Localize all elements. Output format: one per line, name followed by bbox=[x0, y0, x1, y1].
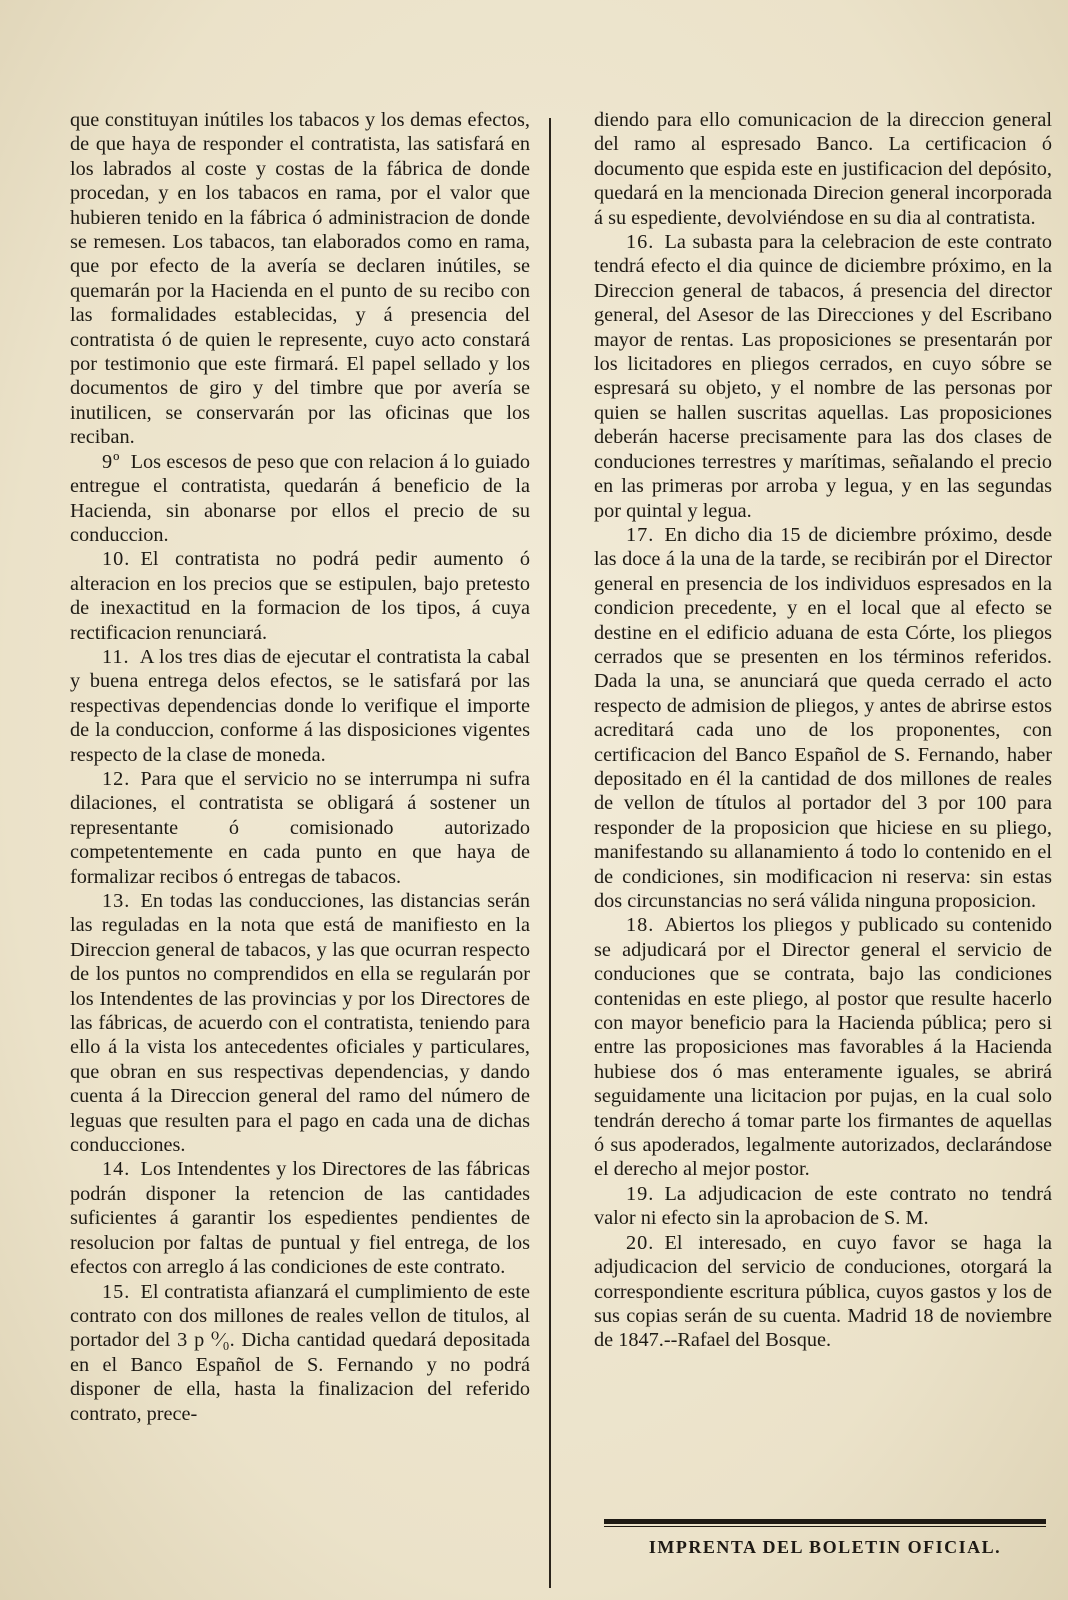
condition-text: Los Intendentes y los Directores de las fábricas podrán disponer la retencion de las cantidades suficientes á garantir los espedientes pendientes de resolucion por faltas de puntual y fiel entrega, de los efectos con arreglo á las condiciones de este contrato. bbox=[70, 1158, 530, 1279]
condition-text: que constituyan inútiles los tabacos y los demas efectos, de que haya de responder el contratista, las satisfará en los labrados al coste y costas de la fábrica de donde procedan, y en los tabacos en rama, por el valor que hubieren tenido en la fábrica ó administracion de donde se remesen. Los tabacos, tan elaborados como en rama, que por efecto de la avería se declaren inútiles, se quemarán por la Hacienda en el punto de su recibo con las formalidades establecidas, y á presencia del contratista ó de quien le represente, cuyo acto constará por testimonio que este firmará. El papel sellado y los documentos de giro y del timbre que por avería se inutilicen, se conservarán por las oficinas que los reciban. bbox=[70, 109, 530, 449]
numbered-condition bbox=[594, 1231, 1052, 1353]
condition-number: 14. bbox=[102, 1158, 131, 1181]
numbered-condition bbox=[70, 1280, 530, 1426]
condition-number: 20. bbox=[626, 1231, 655, 1254]
condition-text: En dicho dia 15 de diciembre próximo, desde las doce á la una de la tarde, se recibirán por el Director general en presencia de los individuos espresados en la condicion precedente, y en el local que al efecto se destine en el edificio aduana de esta Córte, los pliegos cerrados que se presenten en los términos referidos. Dada la una, se anunciará que queda cerrado el acto respecto de admision de pliegos, y antes de abrirse estos acreditará cada uno de los proponentes, con certificacion del Banco Español de S. Fernando, haber depositado en él la cantidad de dos millones de reales de vellon de títulos al portador del 3 por 100 para responder de la proposicion que hiciese en su pliego, manifestando su allanamiento á todo lo contenido en el de condiciones, sin modificacion ni reserva: sin estas dos circunstancias no será válida ninguna proposicion. bbox=[594, 523, 1052, 912]
condition-text: diendo para ello comunicacion de la direccion general del ramo al espresado Banco. La certificacion ó documento que espida este en justificacion del depósito, quedará en la mencionada Direcion general incorporada á su espediente, devolviéndose en su dia al contratista. bbox=[594, 109, 1052, 229]
numbered-condition bbox=[594, 523, 1052, 914]
condition-text: La adjudicacion de este contrato no tendrá valor ni efecto sin la aprobacion de S. M. bbox=[594, 1182, 1052, 1230]
condition-text: A los tres dias de ejecutar el contratista la cabal y buena entrega delos efectos, se le satisfará por las respectivas dependencias donde lo verifique el importe de la conduccion, conforme á las disposiciones vigentes respecto de la clase de moneda. bbox=[70, 645, 530, 766]
footer-rule bbox=[604, 1519, 1046, 1524]
right-column bbox=[594, 108, 1052, 1353]
numbered-condition bbox=[70, 450, 530, 548]
column-divider bbox=[549, 118, 551, 1588]
condition-text: El contratista no podrá pedir aumento ó alteracion en los precios que se estipulen, bajo pretesto de inexactitud en la formacion de los tipos, á cuya rectificacion renunciará. bbox=[70, 548, 530, 644]
condition-text: El contratista afianzará el cumplimiento de este contrato con dos millones de reales vellon de titulos, al portador del 3 p ⁰⁄₀. Dicha cantidad quedará depositada en el Banco Español de S. Fernando y no podrá disponer de ella, hasta la finalizacion del referido contrato, prece- bbox=[70, 1280, 530, 1425]
numbered-condition bbox=[594, 230, 1052, 523]
printer-imprint: IMPRENTA DEL BOLETIN OFICIAL. bbox=[648, 1537, 1002, 1557]
numbered-condition bbox=[70, 889, 530, 1157]
condition-text: El interesado, en cuyo favor se haga la adjudicacion del servicio de conduciones, otorgará la correspondiente escritura pública, cuyos gastos y los de sus copias serán de su cuenta. Madrid 18 de noviembre de 1847.--Rafael del Bosque. bbox=[594, 1231, 1052, 1352]
condition-number: 19. bbox=[626, 1182, 655, 1205]
numbered-condition bbox=[70, 1157, 530, 1279]
condition-text: En todas las conducciones, las distancias serán las reguladas en la nota que está de manifiesto en la Direccion general de tabacos, y las que ocurran respecto de los puntos no comprendidos en ella se regularán por los Intendentes de las provincias y por los Directores de las fábricas, de acuerdo con el contratista, teniendo para ello á la vista los antecedentes oficiales y particulares, que obran en sus respectivas dependencias, y dando cuenta á la Direccion general del ramo del número de leguas que resulten para el pago en cada una de dichas conducciones. bbox=[70, 890, 530, 1157]
continued-paragraph bbox=[70, 108, 530, 450]
condition-number: 12. bbox=[102, 767, 131, 790]
continued-paragraph bbox=[594, 108, 1052, 230]
condition-number: 17. bbox=[626, 523, 655, 546]
condition-text: Los escesos de peso que con relacion á lo guiado entregue el contratista, quedarán á beneficio de la Hacienda, sin abonarse por ellos el precio de su conduccion. bbox=[70, 450, 530, 546]
condition-number: 10. bbox=[102, 548, 131, 571]
condition-number: 16. bbox=[626, 231, 655, 254]
numbered-condition bbox=[594, 1182, 1052, 1231]
condition-number: 9º bbox=[102, 450, 121, 473]
condition-text: La subasta para la celebracion de este contrato tendrá efecto el dia quince de diciembre próximo, en la Direccion general de tabacos, á presencia del director general, del Asesor de las Direcciones y del Escribano mayor de rentas. Las proposiciones se presentarán por los licitadores en pliegos cerrados, en cuyo sóbre se espresará su objeto, y el nombre de las personas por quien se hallen suscritas aquellas. Las proposiciones deberán hacerse precisamente para las dos clases de conduciones terrestres y marítimas, señalando el precio en las primeras por arroba y legua, y en las segundas por quintal y legua. bbox=[594, 231, 1052, 522]
numbered-condition bbox=[70, 645, 530, 767]
numbered-condition bbox=[70, 767, 530, 889]
left-column bbox=[70, 108, 530, 1426]
numbered-condition bbox=[70, 547, 530, 645]
condition-number: 11. bbox=[102, 645, 130, 668]
condition-number: 13. bbox=[102, 890, 131, 912]
numbered-condition bbox=[594, 913, 1052, 1181]
condition-text: Abiertos los pliegos y publicado su contenido se adjudicará por el Director general el servicio de conduciones que se contrata, bajo las condiciones contenidas en este pliego, al postor que resulte hacerlo con mayor beneficio para la Hacienda pública; pero si entre las proposiciones mas favorables á la Hacienda hubiese dos ó mas enteramente iguales, se abrirá seguidamente una licitacion por pujas, en la cual solo tendrán derecho á tomar parte los firmantes de aquellas ó sus apoderados, legalmente autorizados, declarándose el derecho al mejor postor. bbox=[594, 914, 1052, 1181]
condition-text: Para que el servicio no se interrumpa ni sufra dilaciones, el contratista se obligará á sostener un representante ó comisionado autorizado competentemente en cada punto en que haya de formalizar recibos ó entregas de tabacos. bbox=[70, 767, 530, 888]
condition-number: 15. bbox=[102, 1280, 131, 1303]
condition-number: 18. bbox=[626, 914, 655, 937]
